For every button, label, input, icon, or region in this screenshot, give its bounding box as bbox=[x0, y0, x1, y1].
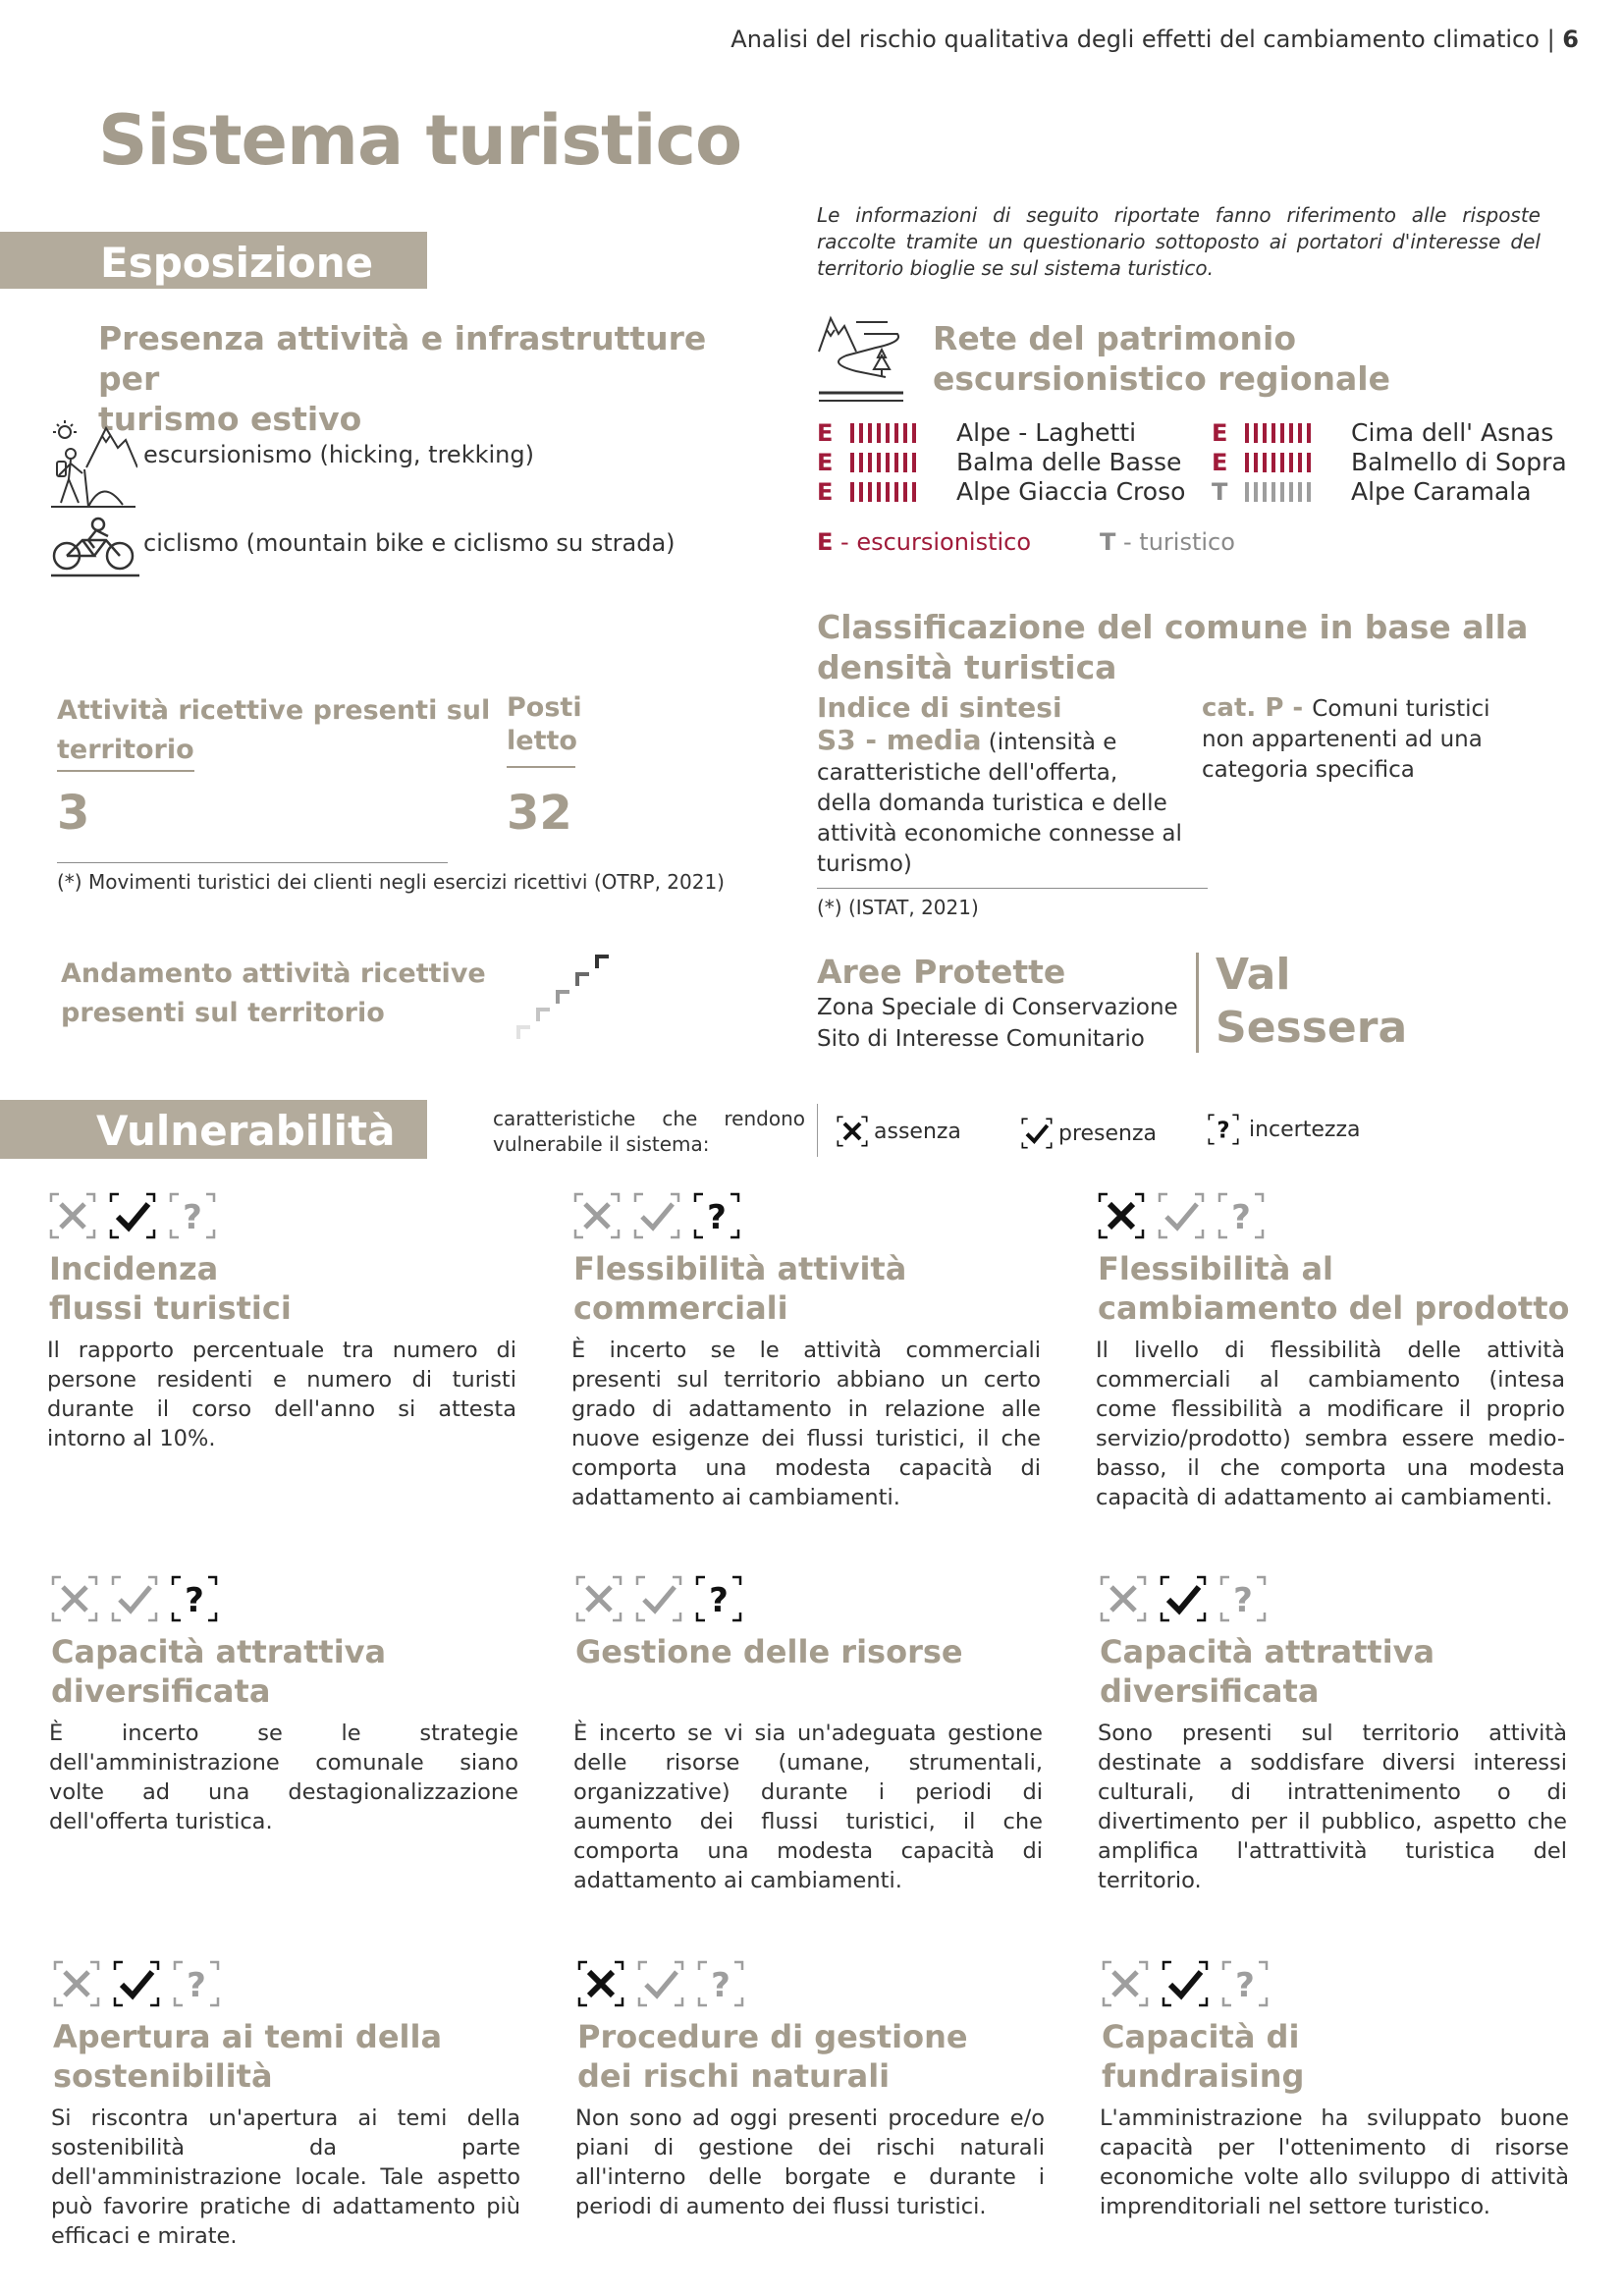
posti-value: 32 bbox=[507, 786, 572, 841]
ricettive-rule bbox=[57, 862, 448, 863]
status-icons bbox=[573, 1192, 753, 1239]
trail-row bbox=[817, 448, 1181, 476]
legend-check-icon bbox=[1021, 1118, 1053, 1149]
trail-name: Balma delle Basse bbox=[956, 448, 1182, 476]
question-icon bbox=[173, 1960, 220, 2007]
legend-divider bbox=[817, 1104, 818, 1157]
page-number: 6 bbox=[1562, 26, 1579, 53]
trail-difficulty-bars bbox=[850, 418, 945, 447]
trail-level: E bbox=[1212, 418, 1228, 447]
classificazione-source: (*) (ISTAT, 2021) bbox=[817, 896, 979, 919]
ricettive-source: (*) Movimenti turistici dei clienti negli esercizi ricettivi (OTRP, 2021) bbox=[57, 870, 725, 894]
svg-text:?: ? bbox=[707, 1198, 727, 1237]
svg-text:?: ? bbox=[709, 1581, 729, 1620]
vulnerability-title: Capacità attrattiva diversificata bbox=[1100, 1633, 1435, 1710]
vulnerability-title: Incidenza flussi turistici bbox=[49, 1250, 292, 1327]
vulnerabilita-band bbox=[0, 1100, 427, 1159]
legend-assenza: assenza bbox=[837, 1116, 961, 1147]
header-separator: | bbox=[1546, 26, 1555, 53]
status-icons bbox=[575, 1575, 755, 1622]
legend-intro: caratteristiche che rendono vulnerabile il sistema: bbox=[493, 1107, 805, 1156]
question-icon bbox=[697, 1960, 744, 2007]
trail-row bbox=[1212, 448, 1567, 476]
trail-row bbox=[1212, 418, 1553, 447]
trail-level: E bbox=[1212, 448, 1228, 476]
cross-icon bbox=[577, 1960, 624, 2007]
legend-t-key: T bbox=[1100, 528, 1116, 556]
trail-row bbox=[817, 477, 1185, 506]
cross-icon bbox=[575, 1575, 622, 1622]
vulnerability-title: Flessibilità attività commerciali bbox=[573, 1250, 907, 1327]
check-icon bbox=[109, 1192, 156, 1239]
vulnerability-text: Si riscontra un'apertura ai temi della sostenibilità da parte dell'amministrazione locale. Tale aspetto può favorire pratiche di adattamento più efficaci e mirate. bbox=[51, 2105, 520, 2249]
vulnerability-text: È incerto se le attività commerciali presenti sul territorio abbiano un certo grado di adattamento in relazione alle nuove esigenze dei flussi turistici, il che comporta una modesta capacità di adattamento ai cambiamenti. bbox=[571, 1338, 1041, 1510]
cycling-label: ciclismo (mountain bike e ciclismo su strada) bbox=[143, 529, 676, 557]
vulnerability-title: Apertura ai temi della sostenibilità bbox=[53, 2018, 443, 2095]
svg-text:?: ? bbox=[1217, 1118, 1230, 1144]
trail-name: Alpe Giaccia Croso bbox=[956, 477, 1186, 506]
trail-row bbox=[1212, 477, 1532, 506]
trail-name: Alpe - Laghetti bbox=[956, 418, 1137, 447]
question-icon bbox=[693, 1192, 740, 1239]
trail-name: Balmello di Sopra bbox=[1351, 448, 1567, 476]
legend-cross-icon bbox=[837, 1116, 868, 1147]
s3-label: S3 - media bbox=[817, 724, 982, 756]
question-icon bbox=[1221, 1960, 1269, 2007]
vulnerability-text: Il livello di flessibilità delle attività commerciali al cambiamento (intesa come flessibilità a modificare il proprio servizio/prodotto) sembra essere medio-basso, il che comporta una modesta capacità di adattamento ai cambiamenti. bbox=[1096, 1338, 1565, 1510]
vulnerability-text: Il rapporto percentuale tra numero di persone residenti e numero di turisti durante il corso dell'anno si attesta intorno al 10%. bbox=[47, 1338, 516, 1451]
hiking-label: escursionismo (hicking, trekking) bbox=[143, 441, 534, 468]
cross-icon bbox=[573, 1192, 621, 1239]
trail-legend-t bbox=[1100, 528, 1235, 556]
ricettive-label: Attività ricettive presenti sul territorio bbox=[57, 691, 490, 772]
rete-title: Rete del patrimonio escursionistico regionale bbox=[933, 319, 1390, 398]
vulnerability-text: L'amministrazione ha sviluppato buone capacità per l'ottenimento di risorse economiche volte allo sviluppo di attività imprenditoriali nel settore turistico. bbox=[1100, 2105, 1569, 2219]
trail-legend bbox=[817, 528, 1031, 556]
aree-name: Val Sessera bbox=[1216, 950, 1408, 1053]
cat-block: cat. P - Comuni turistici non appartenenti ad una categoria specifica bbox=[1202, 693, 1490, 783]
status-icons bbox=[1100, 1575, 1279, 1622]
trail-level: E bbox=[817, 477, 834, 506]
classificazione-rule bbox=[817, 888, 1208, 889]
svg-text:?: ? bbox=[711, 1966, 730, 2005]
legend-e-text: - escursionistico bbox=[833, 528, 1032, 556]
vulnerability-title: Capacità attrattiva diversificata bbox=[51, 1633, 387, 1710]
svg-text:?: ? bbox=[187, 1966, 206, 2005]
check-icon bbox=[1162, 1960, 1209, 2007]
andamento-label: Andamento attività ricettive presenti sul territorio bbox=[61, 958, 486, 1028]
aree-title: Aree Protette bbox=[817, 953, 1066, 991]
legend-presenza: presenza bbox=[1021, 1118, 1157, 1149]
aree-divider bbox=[1196, 953, 1199, 1053]
trail-name: Cima dell' Asnas bbox=[1351, 418, 1554, 447]
check-icon bbox=[111, 1575, 158, 1622]
trail-difficulty-bars bbox=[850, 448, 945, 476]
trail-level: E bbox=[817, 448, 834, 476]
vulnerability-text: Non sono ad oggi presenti procedure e/o piani di gestione dei rischi naturali all'interno delle borgate e durante i periodi di aumento dei flussi turistici. bbox=[575, 2105, 1045, 2219]
cross-icon bbox=[53, 1960, 100, 2007]
vulnerability-title: Gestione delle risorse bbox=[575, 1633, 963, 1670]
status-icons bbox=[51, 1575, 231, 1622]
cross-icon bbox=[1102, 1960, 1149, 2007]
status-icons bbox=[1102, 1960, 1281, 2007]
page-title: Sistema turistico bbox=[98, 100, 742, 181]
posti-label: Posti letto bbox=[507, 691, 582, 768]
trail-difficulty-bars bbox=[1245, 448, 1339, 476]
mountain-trail-icon bbox=[817, 312, 905, 407]
indice-label: Indice di sintesi bbox=[817, 691, 1062, 724]
cycling-icon bbox=[49, 517, 141, 577]
stepped-growth-icon bbox=[511, 953, 615, 1051]
cross-icon bbox=[51, 1575, 98, 1622]
trail-name: Alpe Caramala bbox=[1351, 477, 1532, 506]
hiking-icon bbox=[49, 418, 137, 509]
vulnerability-text: Sono presenti sul territorio attività destinate a soddisfare diversi interessi culturali, di intrattenimento o di divertimento per il pubblico, aspetto che amplifica l'attrattività turistica del territorio. bbox=[1098, 1721, 1567, 1893]
vulnerability-text: È incerto se le strategie dell'amministrazione comunale siano volte ad una destagionalizzazione dell'offerta turistica. bbox=[49, 1721, 518, 1834]
question-icon bbox=[169, 1192, 216, 1239]
check-icon bbox=[1158, 1192, 1205, 1239]
question-icon bbox=[171, 1575, 218, 1622]
legend-question-icon bbox=[1208, 1114, 1239, 1145]
running-header bbox=[730, 26, 1579, 53]
ricettive-value: 3 bbox=[57, 786, 90, 841]
svg-text:?: ? bbox=[1235, 1966, 1255, 2005]
vulnerabilita-label: Vulnerabilità bbox=[96, 1107, 396, 1155]
cross-icon bbox=[1098, 1192, 1145, 1239]
cross-icon bbox=[1100, 1575, 1147, 1622]
trail-difficulty-bars bbox=[850, 477, 945, 506]
status-icons bbox=[53, 1960, 233, 2007]
trail-level: T bbox=[1212, 477, 1228, 506]
question-icon bbox=[1219, 1575, 1267, 1622]
cat-label: cat. P - bbox=[1202, 693, 1313, 723]
trail-difficulty-bars bbox=[1245, 477, 1339, 506]
legend-t-text: - turistico bbox=[1115, 528, 1235, 556]
svg-text:?: ? bbox=[183, 1198, 202, 1237]
svg-text:?: ? bbox=[1231, 1198, 1251, 1237]
trail-row bbox=[817, 418, 1136, 447]
check-icon bbox=[635, 1575, 682, 1622]
esposizione-label: Esposizione bbox=[100, 239, 374, 287]
check-icon bbox=[113, 1960, 160, 2007]
vulnerability-title: Capacità di fundraising bbox=[1102, 2018, 1305, 2095]
vulnerability-title: Procedure di gestione dei rischi naturali bbox=[577, 2018, 968, 2095]
question-icon bbox=[695, 1575, 742, 1622]
vulnerability-title: Flessibilità al cambiamento del prodotto bbox=[1098, 1250, 1570, 1327]
running-title: Analisi del rischio qualitativa degli effetti del cambiamento climatico bbox=[730, 26, 1540, 53]
status-icons bbox=[1098, 1192, 1277, 1239]
classificazione-title: Classificazione del comune in base alla densità turistica bbox=[817, 608, 1529, 686]
esposizione-band bbox=[0, 232, 427, 289]
check-icon bbox=[633, 1192, 680, 1239]
cross-icon bbox=[49, 1192, 96, 1239]
trail-level: E bbox=[817, 418, 834, 447]
status-icons bbox=[49, 1192, 229, 1239]
check-icon bbox=[1160, 1575, 1207, 1622]
intro-note: Le informazioni di seguito riportate fanno riferimento alle risposte raccolte tramite un questionario sottoposto ai portatori d'interesse del territorio bioglie se sul sistema turistico. bbox=[817, 203, 1541, 280]
legend-incertezza: ? incertezza bbox=[1208, 1114, 1360, 1145]
svg-text:?: ? bbox=[1233, 1581, 1253, 1620]
aree-protette: Aree Protette Zona Speciale di Conservazione Sito di Interesse Comunitario bbox=[817, 953, 1178, 1052]
legend-e-key: E bbox=[817, 528, 834, 556]
presenza-title: Presenza attività e infrastrutture per turismo estivo bbox=[98, 319, 707, 438]
indice-block: Indice di sintesi S3 - media (intensità e caratteristiche dell'offerta, della domanda turistica e delle attività economiche connesse al turismo) bbox=[817, 691, 1210, 880]
svg-text:?: ? bbox=[185, 1581, 204, 1620]
question-icon bbox=[1217, 1192, 1265, 1239]
vulnerability-text: È incerto se vi sia un'adeguata gestione delle risorse (umane, strumentali, organizzative) durante i periodi di aumento dei flussi turistici, il che comporta una modesta capacità di adattamento ai cambiamenti. bbox=[573, 1721, 1043, 1893]
status-icons bbox=[577, 1960, 757, 2007]
check-icon bbox=[637, 1960, 684, 2007]
trail-difficulty-bars bbox=[1245, 418, 1339, 447]
